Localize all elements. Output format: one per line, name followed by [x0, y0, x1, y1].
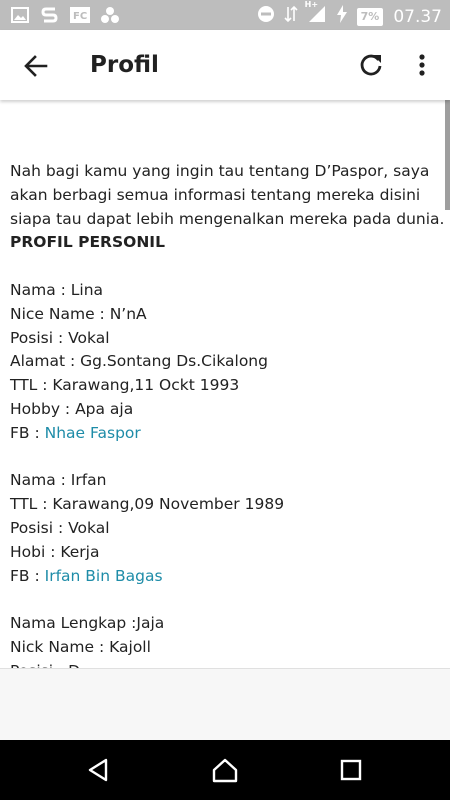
personil-1-alamat: Alamat : Gg.Sontang Ds.Cikalong: [10, 352, 268, 371]
personil-2-hobi: Hobi : Kerja: [10, 542, 100, 561]
svg-text:FC: FC: [73, 11, 88, 22]
fb-link-irfan-bin-bagas[interactable]: Irfan Bin Bagas: [44, 566, 163, 585]
fc-app-icon: [70, 5, 90, 25]
personil-2-fb: [10, 565, 445, 589]
nav-recents-button[interactable]: [336, 755, 366, 785]
fb-label: FB :: [10, 566, 45, 585]
network-type-label: H+: [304, 0, 319, 9]
signal-icon: [304, 0, 327, 29]
nav-home-button[interactable]: [210, 755, 240, 785]
data-transfer-icon: [285, 5, 297, 28]
home-icon: [210, 755, 240, 785]
refresh-button[interactable]: [356, 50, 386, 80]
arrow-left-icon: [20, 50, 52, 82]
personil-1-ttl: TTL : Karawang,11 Ockt 1993: [10, 376, 240, 395]
fb-link-nhae-faspor[interactable]: Nhae Faspor: [44, 423, 141, 442]
bottom-panel: [0, 668, 450, 741]
gallery-icon: [10, 5, 30, 25]
personil-1-hobby: Hobby : Apa aja: [10, 399, 134, 418]
back-button[interactable]: [20, 50, 52, 82]
charging-icon: [337, 5, 347, 28]
personil-2-posisi: Posisi : Vokal: [10, 518, 110, 537]
more-vert-icon: [410, 50, 434, 80]
personil-1-fb: [10, 422, 445, 446]
personil-1-posisi: Posisi : Vokal: [10, 328, 110, 347]
personil-2-nama: Nama : Irfan: [10, 471, 107, 490]
page-title: Profil: [90, 52, 159, 78]
personil-3-nama-lengkap: Nama Lengkap :Jaja: [10, 614, 165, 633]
triangle-back-icon: [84, 755, 114, 785]
status-bar: [0, 0, 450, 30]
app-bar: [0, 30, 450, 100]
refresh-icon: [356, 50, 386, 80]
nav-back-button[interactable]: [84, 755, 114, 785]
cluster-app-icon: [100, 5, 120, 25]
section-heading: PROFIL PERSONIL: [10, 233, 165, 252]
fb-label: FB :: [10, 423, 45, 442]
square-recents-icon: [336, 755, 366, 785]
article-body: [10, 160, 445, 684]
personil-1-nice-name: Nice Name : N’nA: [10, 304, 147, 323]
clock: 07.37: [393, 6, 442, 27]
s-app-icon: [40, 5, 60, 25]
personil-3-nick-name: Nick Name : Kajoll: [10, 637, 151, 656]
battery-indicator: [357, 8, 384, 26]
more-options-button[interactable]: [410, 50, 434, 80]
do-not-disturb-icon: [257, 5, 275, 28]
battery-level: 7%: [357, 8, 384, 26]
personil-2-ttl: TTL : Karawang,09 November 1989: [10, 495, 285, 514]
scrollbar-thumb[interactable]: [445, 100, 450, 210]
article-content[interactable]: [0, 100, 450, 668]
personil-1-nama: Nama : Lina: [10, 280, 104, 299]
status-system-icons: [257, 0, 442, 29]
intro-paragraph: Nah bagi kamu yang ingin tau tentang D’Paspor, saya akan berbagi semua informasi tentang mereka disini siapa tau dapat lebih mengenalkan mereka pada dunia.: [10, 162, 445, 228]
status-notification-icons: [10, 5, 120, 25]
navigation-bar: [0, 740, 450, 800]
